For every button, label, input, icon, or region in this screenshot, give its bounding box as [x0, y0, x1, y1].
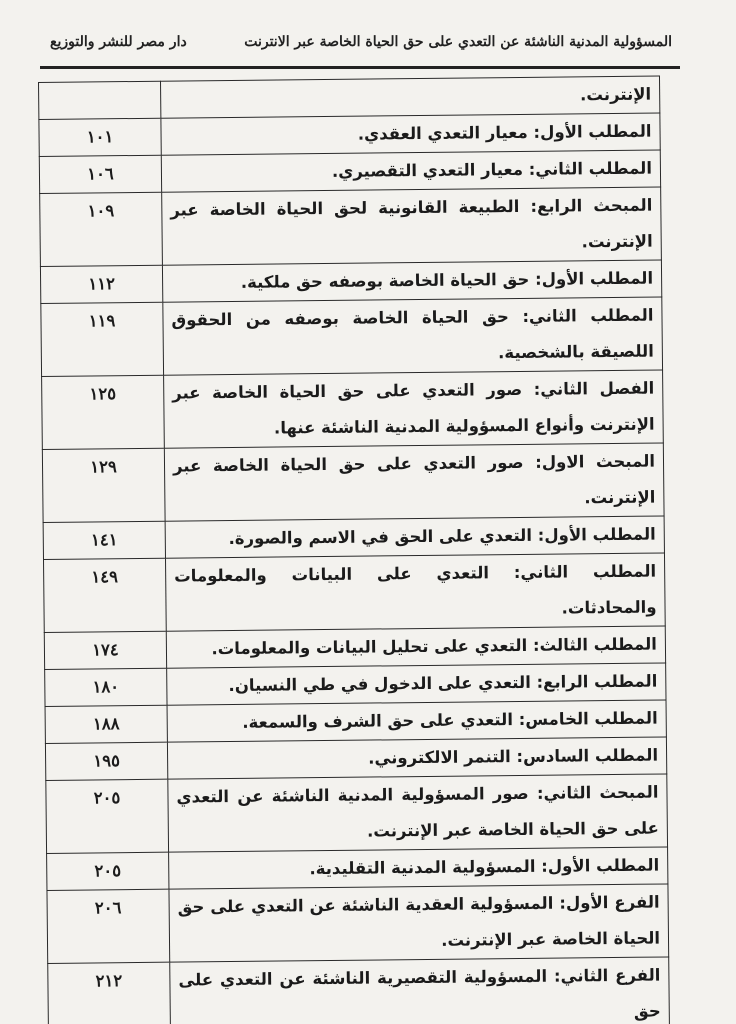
toc-row [45, 737, 666, 781]
toc-page-number: ١٠٩ [40, 192, 163, 266]
toc-row [39, 76, 660, 120]
toc-entry: الإنترنت. [160, 76, 659, 118]
toc-row [41, 297, 663, 376]
toc-row [40, 260, 661, 304]
toc-page-number: ١٤١ [43, 521, 165, 559]
toc-row [44, 553, 666, 632]
toc-entry: المطلب السادس: التنمر الالكتروني. [167, 737, 666, 779]
toc-entry: المطلب الأول: حق الحياة الخاصة بوصفه حق ملكية. [162, 260, 661, 302]
toc-row [46, 774, 668, 853]
toc-page-number: ٢٠٦ [47, 889, 170, 963]
toc-page-number: ١٨٨ [45, 705, 167, 743]
toc-page-number: ٢١٢ [48, 962, 171, 1024]
toc-entry: المطلب الثاني: حق الحياة الخاصة بوصفه من الحقوق اللصيقة بالشخصية. [163, 297, 663, 375]
toc-page-number: ٢٠٥ [47, 852, 169, 890]
toc-page-number: ١٢٩ [42, 448, 165, 522]
toc-entry: المطلب الأول: معيار التعدي العقدي. [161, 113, 660, 155]
toc-page-number: ١٠١ [39, 118, 161, 156]
toc-page-number: ١٧٤ [44, 631, 166, 669]
toc-entry: الفرع الثاني: المسؤولية التقصيرية الناشئة عن التعدي على حق [170, 957, 670, 1024]
toc-row [47, 847, 668, 891]
toc-row [45, 700, 666, 744]
running-title: المسؤولية المدنية الناشئة عن التعدي على حق الحياة الخاصة عبر الانترنت [244, 34, 672, 50]
header-rule [40, 66, 680, 69]
toc-row [44, 626, 665, 670]
toc-page-number: ١٩٥ [45, 742, 167, 780]
toc-row [42, 443, 664, 522]
running-header [50, 30, 672, 58]
publisher-name: دار مصر للنشر والتوزيع [50, 34, 187, 50]
toc-entry: المطلب الخامس: التعدي على حق الشرف والسمعة. [167, 700, 666, 742]
table-of-contents [38, 75, 670, 1024]
toc-row [47, 884, 669, 963]
toc-entry: المطلب الثالث: التعدي على تحليل البيانات والمعلومات. [166, 626, 665, 668]
toc-page-number: ١٨٠ [45, 668, 167, 706]
toc-entry: المطلب الأول: المسؤولية المدنية التقليدية. [169, 847, 668, 889]
toc-page-number: ١١٩ [41, 302, 164, 376]
toc-entry: المبحث الرابع: الطبيعة القانونية لحق الحياة الخاصة عبر الإنترنت. [162, 187, 662, 265]
toc-page-number: ١٢٥ [42, 375, 165, 449]
toc-entry: المطلب الثاني: معيار التعدي التقصيري. [161, 150, 660, 192]
toc-entry: المبحث الاول: صور التعدي على حق الحياة الخاصة عبر الإنترنت. [164, 443, 664, 521]
toc-entry: المطلب الأول: التعدي على الحق في الاسم والصورة. [165, 516, 664, 558]
toc-page-number: ١٠٦ [39, 155, 161, 193]
toc-entry: المطلب الرابع: التعدي على الدخول في طي النسيان. [167, 663, 666, 705]
toc-row [43, 516, 664, 560]
toc-page-number: ٢٠٥ [46, 779, 169, 853]
toc-entry: المبحث الثاني: صور المسؤولية المدنية الناشئة عن التعدي على حق الحياة الخاصة عبر الإنترنت. [168, 774, 668, 852]
toc-page-number: ١٤٩ [44, 558, 167, 632]
toc-row [48, 957, 670, 1024]
toc-page-number: ١١٢ [40, 265, 162, 303]
toc-row [39, 113, 660, 157]
toc-row [40, 187, 662, 266]
toc-entry: الفرع الأول: المسؤولية العقدية الناشئة عن التعدي على حق الحياة الخاصة عبر الإنترنت. [169, 884, 669, 962]
toc-row [42, 370, 664, 449]
toc-page-number [39, 81, 161, 119]
toc-row [45, 663, 666, 707]
toc-entry: المطلب الثاني: التعدي على البيانات والمعلومات والمحادثات. [165, 553, 665, 631]
toc-entry: الفصل الثاني: صور التعدي على حق الحياة الخاصة عبر الإنترنت وأنواع المسؤولية المدنية الناشئة عنها. [164, 370, 664, 448]
toc-row [39, 150, 660, 194]
